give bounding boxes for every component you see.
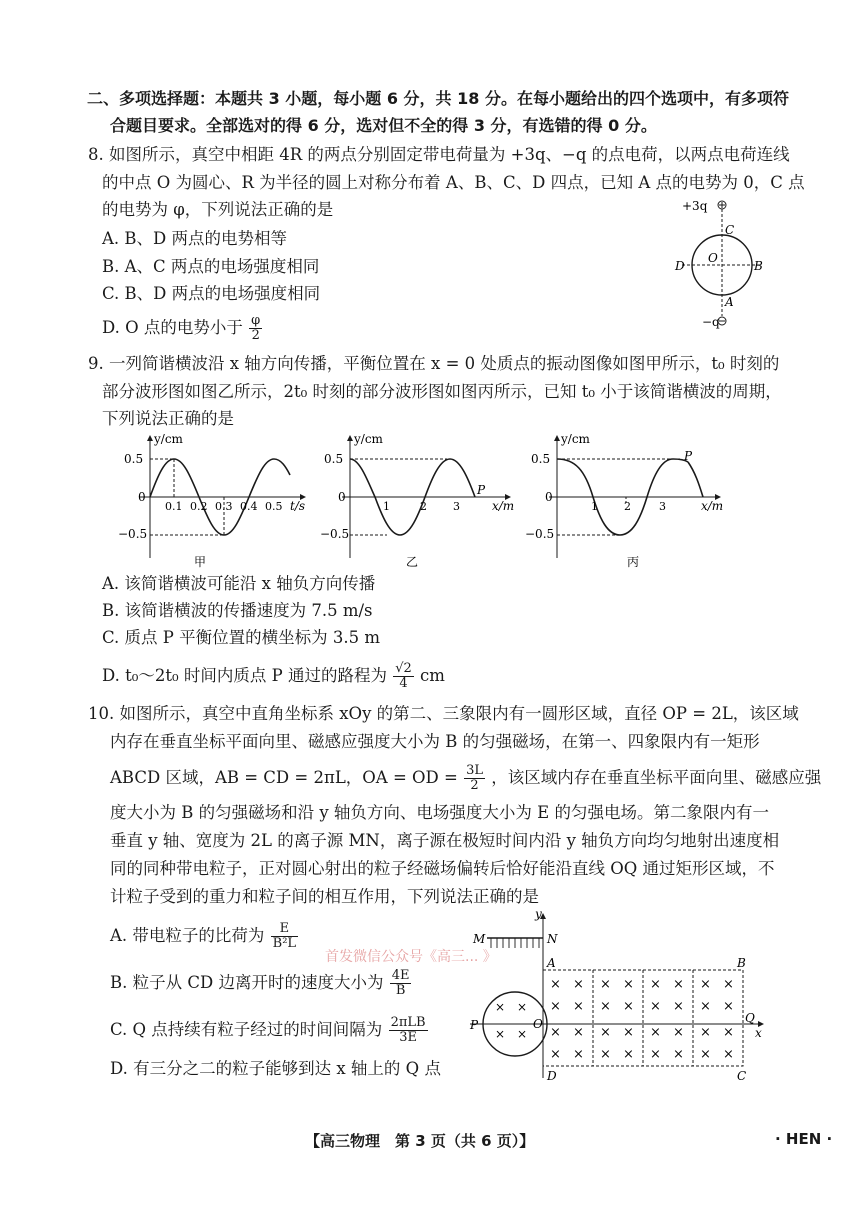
q10-label-p: P — [470, 1018, 479, 1032]
q10-option-d: D. 有三分之二的粒子能够到达 x 轴上的 Q 点 — [110, 1059, 441, 1078]
q10-label-c: C — [737, 1069, 747, 1083]
q10-option-b-fraction: $\frac{4E}{B}$ — [391, 968, 410, 998]
q10-option-a — [110, 922, 299, 951]
q10-option-c — [110, 1016, 429, 1045]
footer-page-info: 【高三物理 第 3 页（共 6 页）】 — [305, 1132, 535, 1150]
q8-option-d-fraction: $\frac{\varphi}{2}$ — [251, 313, 261, 343]
bing-tick-3: 3 — [659, 500, 666, 513]
q8-plus-charge-label: +3q — [682, 199, 708, 213]
svg-text:×: × — [573, 977, 584, 992]
q9-option-d-fraction: $\frac{√2}{4}$ — [395, 661, 412, 691]
yi-xunit: x/m — [492, 499, 515, 513]
svg-text:×: × — [673, 1047, 684, 1062]
bing-tick-1: 1 — [591, 500, 598, 513]
bing-xunit: x/m — [701, 499, 724, 513]
svg-text:×: × — [600, 999, 611, 1014]
q9-option-a: A. 该简谐横波可能沿 x 轴负方向传播 — [102, 574, 376, 593]
q8-label-c: C — [725, 223, 735, 237]
jia-tick-3: 0.3 — [215, 500, 233, 513]
q8-option-a: A. B、D 两点的电势相等 — [102, 229, 288, 248]
q9-option-b: B. 该简谐横波的传播速度为 7.5 m/s — [102, 601, 373, 620]
svg-text:×: × — [600, 1025, 611, 1040]
yi-tick-3: 3 — [453, 500, 460, 513]
svg-text:×: × — [550, 1025, 561, 1040]
q9-stem-line1: 9. 一列简谐横波沿 x 轴方向传播，平衡位置在 x = 0 处质点的振动图像如图甲所示，t₀ 时刻的 — [88, 354, 780, 373]
q10-source-arrows — [491, 938, 539, 948]
svg-text:×: × — [723, 977, 734, 992]
svg-text:×: × — [550, 1047, 561, 1062]
q10-rect-crosses — [550, 977, 734, 1062]
svg-text:×: × — [623, 999, 634, 1014]
svg-text:×: × — [673, 977, 684, 992]
q8-stem-line3: 的电势为 φ，下列说法正确的是 — [102, 200, 334, 219]
q8-option-c: C. B、D 两点的电场强度相同 — [102, 284, 321, 303]
q10-label-o: O — [533, 1017, 543, 1031]
q8-label-o: O — [708, 251, 718, 265]
q10-stem-line3-pre: ABCD 区域，AB = CD = 2πL，OA = OD = — [110, 768, 458, 787]
yi-tick-2: 2 — [420, 500, 427, 513]
svg-text:×: × — [650, 977, 661, 992]
q9-graph-jia — [110, 430, 330, 575]
q8-minus-charge-label: −q — [702, 315, 720, 329]
q10-circle-cross-2: × — [517, 1000, 528, 1014]
q9-stem-line2: 部分波形图如图乙所示，2t₀ 时刻的部分波形图如图丙所示，已知 t₀ 小于该简谐横波的周期， — [102, 382, 782, 401]
yi-zero: 0 — [338, 490, 346, 504]
svg-text:×: × — [700, 1025, 711, 1040]
q8-label-d: D — [675, 259, 685, 273]
q9-option-d — [102, 662, 445, 691]
svg-text:×: × — [573, 1025, 584, 1040]
svg-text:×: × — [550, 999, 561, 1014]
q10-option-c-fraction: $\frac{\text{2πLB}}{3E}$ — [390, 1015, 426, 1045]
jia-ylabel: y/cm — [154, 432, 183, 446]
jia-tick-2: 0.2 — [190, 500, 208, 513]
bing-point-p: P — [684, 449, 693, 463]
bing-tick-2: 2 — [624, 500, 631, 513]
q10-label-d: D — [547, 1069, 557, 1083]
q10-circle-cross-1: × — [495, 1000, 506, 1014]
q9-graph-yi — [320, 430, 530, 575]
q10-option-a-text: A. 带电粒子的比荷为 — [110, 926, 265, 945]
svg-text:×: × — [700, 999, 711, 1014]
q10-label-m: M — [473, 932, 486, 946]
q10-label-b: B — [737, 956, 746, 970]
q8-option-b: B. A、C 两点的电场强度相同 — [102, 257, 320, 276]
q10-stem-line3 — [110, 764, 821, 793]
q10-stem-line4: 度大小为 B 的匀强磁场和沿 y 轴负方向、电场强度大小为 E 的匀强电场。第二象限内有一 — [110, 803, 769, 822]
q8-figure — [670, 190, 780, 340]
yi-pos: 0.5 — [324, 452, 344, 466]
bing-curve-b — [688, 462, 703, 497]
jia-xunit: t/s — [290, 499, 306, 513]
jia-tick-1: 0.1 — [165, 500, 183, 513]
q10-option-c-text: C. Q 点持续有粒子经过的时间间隔为 — [110, 1020, 383, 1039]
q10-stem-line3-post: ，该区域内存在垂直坐标平面向里、磁感应强 — [491, 768, 822, 787]
svg-text:×: × — [600, 1047, 611, 1062]
svg-text:×: × — [650, 999, 661, 1014]
svg-text:×: × — [623, 1025, 634, 1040]
q10-label-q: Q — [745, 1011, 755, 1025]
bing-caption: 丙 — [627, 555, 640, 569]
q10-stem-line5: 垂直 y 轴、宽度为 2L 的离子源 MN，离子源在极短时间内沿 y 轴负方向均匀地射出速度相 — [110, 831, 780, 850]
jia-neg: −0.5 — [118, 527, 148, 541]
svg-text:×: × — [650, 1047, 661, 1062]
q10-label-x: x — [755, 1026, 762, 1040]
yi-neg: −0.5 — [320, 527, 350, 541]
svg-text:×: × — [673, 999, 684, 1014]
q8-option-d-text: D. O 点的电势小于 — [102, 318, 243, 337]
yi-point-p: P — [477, 483, 486, 497]
q10-figure — [465, 908, 770, 1083]
bing-pos: 0.5 — [531, 452, 551, 466]
bing-zero: 0 — [545, 490, 553, 504]
q9-option-c: C. 质点 P 平衡位置的横坐标为 3.5 m — [102, 628, 380, 647]
bing-ylabel: y/cm — [561, 432, 590, 446]
jia-zero: 0 — [138, 490, 146, 504]
q10-label-n: N — [547, 932, 558, 946]
q10-stem-line2: 内存在垂直坐标平面向里、磁感应强度大小为 B 的匀强磁场，在第一、四象限内有一矩形 — [110, 732, 760, 751]
q10-stem-line1: 10. 如图所示，真空中直角坐标系 xOy 的第二、三象限内有一圆形区域，直径 OP = 2L，该区域 — [88, 704, 799, 723]
svg-text:×: × — [600, 977, 611, 992]
svg-text:×: × — [550, 977, 561, 992]
q9-stem-line3: 下列说法正确的是 — [102, 409, 234, 428]
svg-text:×: × — [723, 999, 734, 1014]
svg-text:×: × — [700, 977, 711, 992]
q8-stem-line2: 的中点 O 为圆心、R 为半径的圆上对称分布着 A、B、C、D 四点，已知 A 点的电势为 0，C 点 — [102, 173, 805, 192]
q10-label-y: y — [535, 908, 542, 921]
q8-label-a: A — [725, 295, 734, 309]
q10-option-b-text: B. 粒子从 CD 边离开时的速度大小为 — [110, 973, 384, 992]
section-header-line2: 合题目要求。全部选对的得 6 分，选对但不全的得 3 分，有选错的得 0 分。 — [110, 116, 657, 135]
svg-text:×: × — [573, 1047, 584, 1062]
yi-tick-1: 1 — [383, 500, 390, 513]
q10-option-a-fraction: $\frac{E}{\text{B²L}}$ — [272, 921, 297, 951]
q10-label-a: A — [547, 956, 556, 970]
svg-text:×: × — [673, 1025, 684, 1040]
q9-graph-bing — [525, 430, 740, 575]
q8-label-b: B — [754, 259, 763, 273]
q10-stem-line6: 同的同种带电粒子，正对圆心射出的粒子经磁场偏转后恰好能沿直线 OQ 通过矩形区域，不 — [110, 859, 775, 878]
svg-text:×: × — [623, 977, 634, 992]
q10-circle-cross-3: × — [495, 1027, 506, 1041]
q8-stem-line1: 8. 如图所示，真空中相距 4R 的两点分别固定带电荷量为 +3q、−q 的点电荷，以两点电荷连线 — [88, 145, 790, 164]
svg-text:×: × — [700, 1047, 711, 1062]
watermark: 首发微信公众号《高三... 》 — [325, 949, 497, 965]
svg-text:×: × — [573, 999, 584, 1014]
q10-option-b — [110, 969, 412, 998]
q10-stem-line3-fraction: $\frac{3L}{2}$ — [466, 763, 484, 793]
bing-neg: −0.5 — [525, 527, 555, 541]
q10-stem-line7: 计粒子受到的重力和粒子间的相互作用，下列说法正确的是 — [110, 887, 539, 906]
svg-text:×: × — [723, 1025, 734, 1040]
section-header-line1: 二、多项选择题：本题共 3 小题，每小题 6 分，共 18 分。在每小题给出的四个选项中，有多项符 — [87, 89, 789, 108]
q9-option-d-unit: cm — [420, 666, 445, 685]
jia-tick-4: 0.4 — [240, 500, 258, 513]
svg-text:×: × — [650, 1025, 661, 1040]
jia-caption: 甲 — [194, 555, 207, 569]
yi-caption: 乙 — [406, 555, 419, 569]
footer-code: · HEN · — [775, 1130, 833, 1148]
jia-tick-5: 0.5 — [265, 500, 283, 513]
yi-ylabel: y/cm — [354, 432, 383, 446]
svg-text:×: × — [623, 1047, 634, 1062]
jia-pos: 0.5 — [124, 452, 144, 466]
svg-text:×: × — [723, 1047, 734, 1062]
q8-option-d — [102, 314, 263, 343]
q9-option-d-text: D. t₀～2t₀ 时间内质点 P 通过的路程为 — [102, 666, 387, 685]
q10-circle-cross-4: × — [517, 1027, 528, 1041]
